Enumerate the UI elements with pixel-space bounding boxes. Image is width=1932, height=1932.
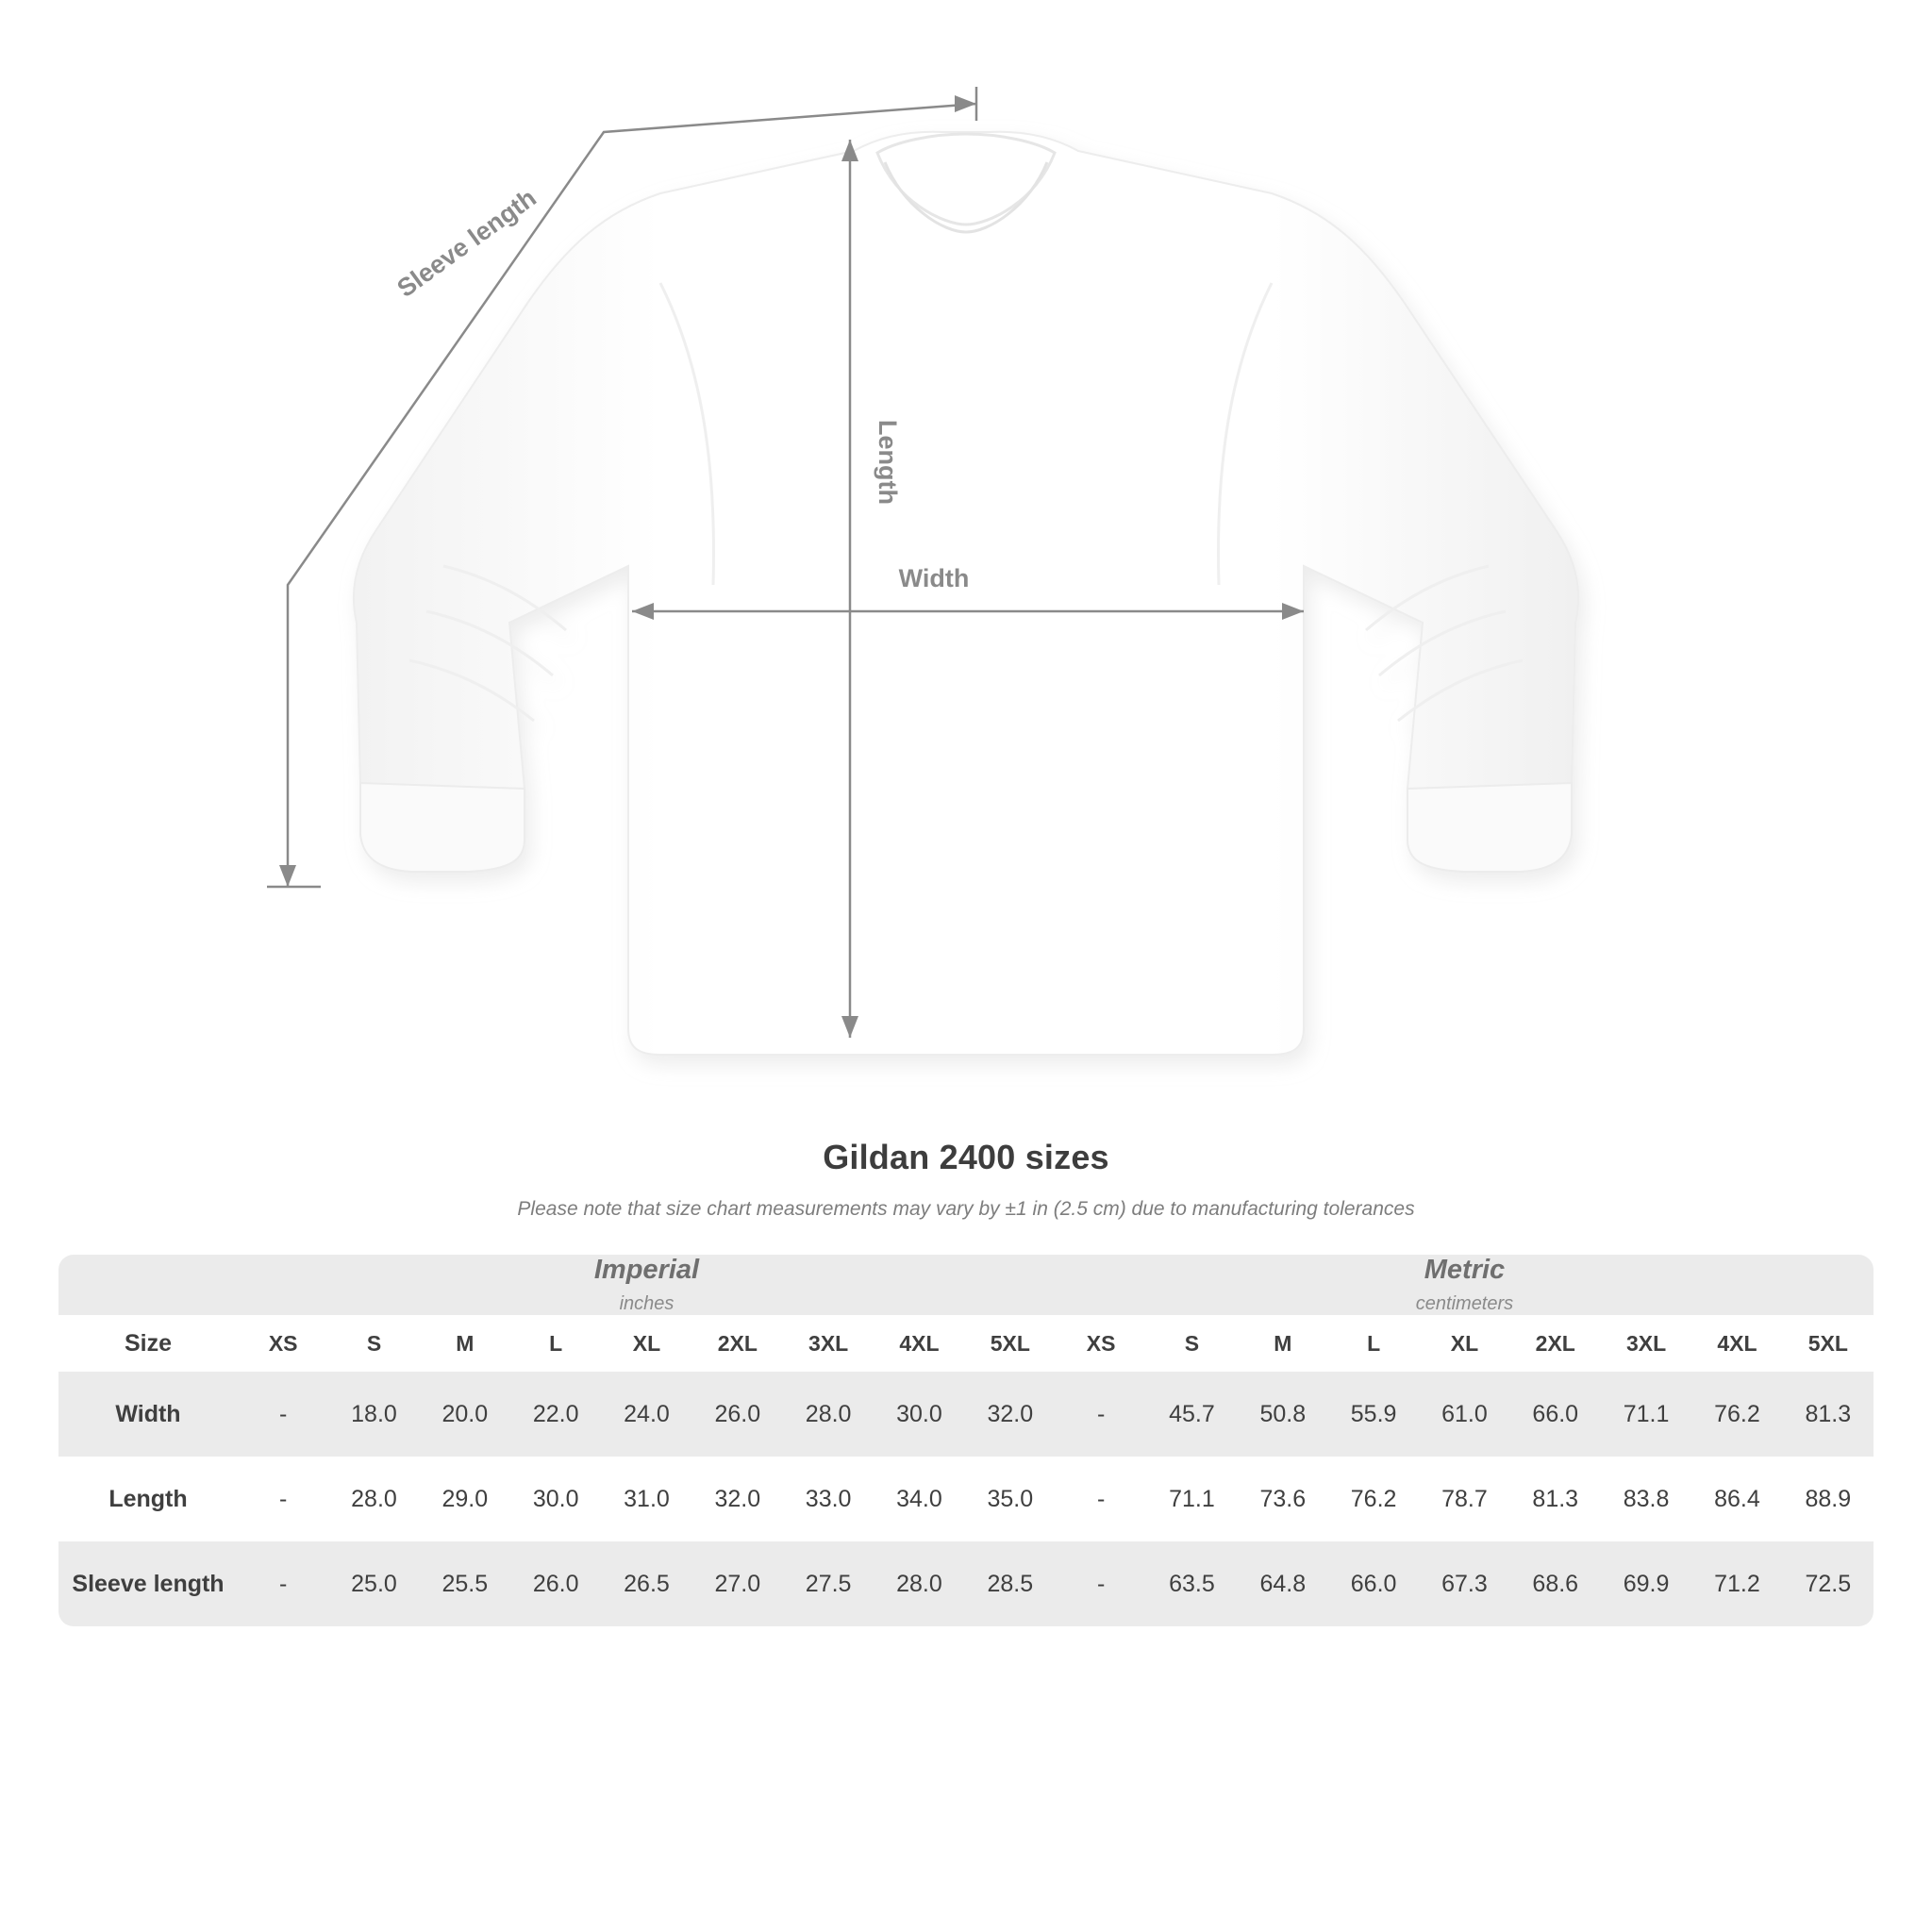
cell-width-metric-s: 45.7 [1146, 1372, 1237, 1457]
width-label: Width [898, 564, 970, 592]
cell-length-imperial-s: 28.0 [328, 1457, 419, 1541]
cell-width-imperial-4xl: 30.0 [874, 1372, 964, 1457]
cell-length-imperial-xl: 31.0 [601, 1457, 691, 1541]
cell-length-metric-3xl: 83.8 [1601, 1457, 1691, 1541]
cell-length-metric-xl: 78.7 [1419, 1457, 1509, 1541]
cell-width-metric-l: 55.9 [1328, 1372, 1419, 1457]
cell-sleeve-metric-5xl: 72.5 [1783, 1541, 1874, 1626]
cell-length-imperial-l: 30.0 [510, 1457, 601, 1541]
unit-metric-name: Metric [1424, 1255, 1506, 1285]
cell-width-metric-xs: - [1056, 1372, 1146, 1457]
cell-width-metric-xl: 61.0 [1419, 1372, 1509, 1457]
table-row [58, 1457, 1874, 1541]
cell-sleeve-imperial-m: 25.5 [420, 1541, 510, 1626]
cell-length-metric-5xl: 88.9 [1783, 1457, 1874, 1541]
col-header-metric-4xl: 4XL [1691, 1315, 1782, 1372]
cell-width-imperial-xl: 24.0 [601, 1372, 691, 1457]
length-label: Length [874, 420, 902, 505]
cell-length-metric-xs: - [1056, 1457, 1146, 1541]
cell-sleeve-imperial-4xl: 28.0 [874, 1541, 964, 1626]
col-header-metric-m: M [1238, 1315, 1328, 1372]
cell-width-imperial-s: 18.0 [328, 1372, 419, 1457]
cell-sleeve-imperial-l: 26.0 [510, 1541, 601, 1626]
shirt-shape [354, 132, 1578, 1055]
cell-sleeve-imperial-xs: - [238, 1541, 328, 1626]
cell-sleeve-metric-xs: - [1056, 1541, 1146, 1626]
col-header-metric-xs: XS [1056, 1315, 1146, 1372]
row-label-width: Width [58, 1372, 238, 1457]
cell-sleeve-imperial-3xl: 27.5 [783, 1541, 874, 1626]
col-header-metric-l: L [1328, 1315, 1419, 1372]
unit-imperial-name: Imperial [593, 1255, 700, 1285]
cell-length-imperial-3xl: 33.0 [783, 1457, 874, 1541]
cell-width-imperial-2xl: 26.0 [692, 1372, 783, 1457]
cell-sleeve-imperial-xl: 26.5 [601, 1541, 691, 1626]
cell-sleeve-metric-xl: 67.3 [1419, 1541, 1509, 1626]
cell-length-metric-2xl: 81.3 [1510, 1457, 1601, 1541]
size-header-label: Size [58, 1315, 238, 1372]
col-header-metric-3xl: 3XL [1601, 1315, 1691, 1372]
cell-length-imperial-m: 29.0 [420, 1457, 510, 1541]
cell-length-imperial-xs: - [238, 1457, 328, 1541]
size-header-row [58, 1315, 1874, 1372]
cell-sleeve-metric-4xl: 71.2 [1691, 1541, 1782, 1626]
unit-header-spacer [58, 1255, 238, 1315]
unit-header-imperial [238, 1255, 1056, 1315]
cell-sleeve-metric-l: 66.0 [1328, 1541, 1419, 1626]
table-row [58, 1372, 1874, 1457]
table-row [58, 1541, 1874, 1626]
cell-width-imperial-3xl: 28.0 [783, 1372, 874, 1457]
cell-width-metric-5xl: 81.3 [1783, 1372, 1874, 1457]
cell-length-metric-s: 71.1 [1146, 1457, 1237, 1541]
cell-width-metric-4xl: 76.2 [1691, 1372, 1782, 1457]
cell-width-metric-3xl: 71.1 [1601, 1372, 1691, 1457]
col-header-imperial-m: M [420, 1315, 510, 1372]
col-header-imperial-4xl: 4XL [874, 1315, 964, 1372]
cell-width-metric-m: 50.8 [1238, 1372, 1328, 1457]
col-header-imperial-5xl: 5XL [965, 1315, 1056, 1372]
cell-sleeve-imperial-5xl: 28.5 [965, 1541, 1056, 1626]
cell-length-imperial-2xl: 32.0 [692, 1457, 783, 1541]
cell-width-metric-2xl: 66.0 [1510, 1372, 1601, 1457]
sleeve-length-label: Sleeve length [391, 183, 541, 304]
size-table-wrap [58, 1255, 1874, 1626]
col-header-imperial-xs: XS [238, 1315, 328, 1372]
cell-width-imperial-m: 20.0 [420, 1372, 510, 1457]
col-header-metric-2xl: 2XL [1510, 1315, 1601, 1372]
cell-width-imperial-l: 22.0 [510, 1372, 601, 1457]
cell-sleeve-metric-s: 63.5 [1146, 1541, 1237, 1626]
unit-header-metric [1056, 1255, 1874, 1315]
col-header-metric-xl: XL [1419, 1315, 1509, 1372]
cell-length-imperial-5xl: 35.0 [965, 1457, 1056, 1541]
col-header-imperial-3xl: 3XL [783, 1315, 874, 1372]
unit-metric-sub: centimeters [1415, 1293, 1514, 1314]
col-header-metric-5xl: 5XL [1783, 1315, 1874, 1372]
cell-sleeve-imperial-s: 25.0 [328, 1541, 419, 1626]
col-header-imperial-xl: XL [601, 1315, 691, 1372]
cell-sleeve-metric-3xl: 69.9 [1601, 1541, 1691, 1626]
unit-imperial-sub: inches [619, 1293, 675, 1314]
page-title: Gildan 2400 sizes [823, 1138, 1109, 1176]
cell-sleeve-metric-2xl: 68.6 [1510, 1541, 1601, 1626]
cell-length-imperial-4xl: 34.0 [874, 1457, 964, 1541]
tolerance-note: Please note that size chart measurements may vary by ±1 in (2.5 cm) due to manufacturing tolerances [517, 1198, 1415, 1220]
cell-length-metric-4xl: 86.4 [1691, 1457, 1782, 1541]
chart-header [0, 1138, 1932, 1221]
cell-length-metric-m: 73.6 [1238, 1457, 1328, 1541]
cell-sleeve-metric-m: 64.8 [1238, 1541, 1328, 1626]
row-label-sleeve-length: Sleeve length [58, 1541, 238, 1626]
cell-length-metric-l: 76.2 [1328, 1457, 1419, 1541]
col-header-imperial-s: S [328, 1315, 419, 1372]
col-header-imperial-2xl: 2XL [692, 1315, 783, 1372]
cell-sleeve-imperial-2xl: 27.0 [692, 1541, 783, 1626]
size-table [58, 1255, 1874, 1626]
unit-header-row [58, 1255, 1874, 1315]
cell-width-imperial-xs: - [238, 1372, 328, 1457]
cell-width-imperial-5xl: 32.0 [965, 1372, 1056, 1457]
col-header-metric-s: S [1146, 1315, 1237, 1372]
row-label-length: Length [58, 1457, 238, 1541]
col-header-imperial-l: L [510, 1315, 601, 1372]
